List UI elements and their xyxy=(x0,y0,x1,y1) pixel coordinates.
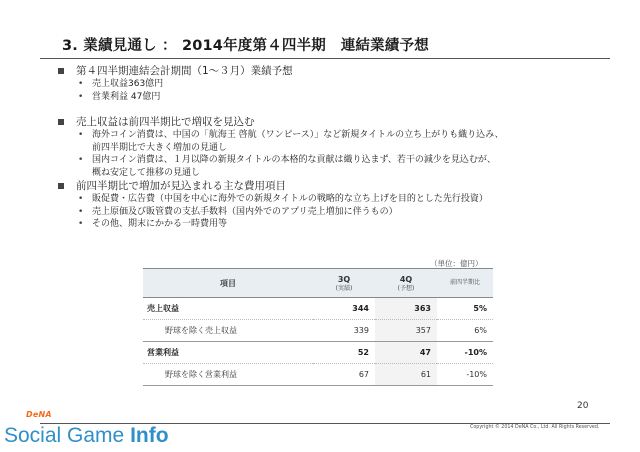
cell-3q: 339 xyxy=(313,320,375,342)
table-row-revenue xyxy=(143,298,493,320)
bullet-text: 販促費・広告費（中国を中心に海外での新規タイトルの戦略的な立ち上げを目的とした先行投資） xyxy=(92,194,488,204)
slide-title: 3. 業績見通し ： 2014年度第４四半期 連結業績予想 xyxy=(62,38,429,54)
cell-4q: 363 xyxy=(375,298,437,320)
dot-bullet-icon: • xyxy=(78,130,84,140)
row-label: 売上収益 xyxy=(143,298,313,320)
dot-bullet-icon: • xyxy=(78,206,84,217)
cell-3q: 52 xyxy=(313,342,375,364)
dot-bullet-icon: • xyxy=(78,91,84,102)
section-heading: 第４四半期連結会計期間（1～３月）業績予想 xyxy=(76,65,293,77)
section-heading: 売上収益は前四半期比で増収を見込む xyxy=(76,116,255,128)
cell-4q: 47 xyxy=(375,342,437,364)
title-divider xyxy=(40,58,610,59)
header-3q: 3Q (実績) xyxy=(313,269,375,298)
square-bullet-icon xyxy=(58,183,64,189)
cell-4q: 61 xyxy=(375,364,437,386)
row-label: 野球を除く売上収益 xyxy=(143,320,313,342)
dot-bullet-icon: • xyxy=(78,194,84,204)
header-qoq: 前四半期比 xyxy=(437,269,493,298)
forecast-table xyxy=(143,268,493,386)
bullet-text-cont: 概ね安定して推移の見通し xyxy=(92,167,201,178)
section-revenue-outlook xyxy=(58,115,618,179)
social-game-info-watermark: Social Game Info xyxy=(4,424,169,447)
bullet-text: その他、期末にかかる一時費用等 xyxy=(92,219,228,229)
header-4q: 4Q (予想) xyxy=(375,269,437,298)
cell-qoq: 5% xyxy=(437,298,493,320)
dot-bullet-icon: • xyxy=(78,219,84,229)
table-header-row xyxy=(143,269,493,298)
dena-logo: DeNA xyxy=(26,410,52,419)
square-bullet-icon xyxy=(58,119,64,125)
table-row-operating-profit xyxy=(143,342,493,364)
square-bullet-icon xyxy=(58,68,64,74)
cell-qoq: -10% xyxy=(437,342,493,364)
bullet-text: 売上収益363億円 xyxy=(92,79,164,89)
cell-qoq: 6% xyxy=(437,320,493,342)
dot-bullet-icon: • xyxy=(78,79,84,89)
cell-4q: 357 xyxy=(375,320,437,342)
cell-qoq: -10% xyxy=(437,364,493,386)
cell-3q: 67 xyxy=(313,364,375,386)
bullet-text-cont: 前四半期比で大きく増加の見通し xyxy=(92,142,228,153)
cell-3q: 344 xyxy=(313,298,375,320)
row-label: 営業利益 xyxy=(143,342,313,364)
dot-bullet-icon: • xyxy=(78,155,84,165)
header-item: 項目 xyxy=(143,269,313,298)
page-number: 20 xyxy=(577,401,589,411)
table-unit-note: （単位：億円） xyxy=(430,259,483,268)
table-row-operating-profit-ex-baseball xyxy=(143,364,493,386)
section-cost-items xyxy=(58,179,618,231)
section-q4-forecast xyxy=(58,64,618,103)
bullet-text: 海外コイン消費は、中国の「航海王 啓航（ワンピース）」など新規タイトルの立ち上がりも織り込み、 xyxy=(92,130,504,140)
table-row-revenue-ex-baseball xyxy=(143,320,493,342)
bullet-text: 営業利益 47億円 xyxy=(92,91,161,102)
section-heading: 前四半期比で増加が見込まれる主な費用項目 xyxy=(76,180,286,192)
bullet-text: 国内コイン消費は、１月以降の新規タイトルの本格的な貢献は織り込まず、若干の減少を見込むが、 xyxy=(92,155,496,165)
slide-body xyxy=(58,64,618,231)
row-label: 野球を除く営業利益 xyxy=(143,364,313,386)
bullet-text: 売上原価及び販管費の支払手数料（国内外でのアプリ売上増加に伴うもの） xyxy=(92,206,398,217)
copyright-notice: Copyright © 2014 DeNA Co., Ltd. All Rights Reserved. xyxy=(470,425,600,430)
